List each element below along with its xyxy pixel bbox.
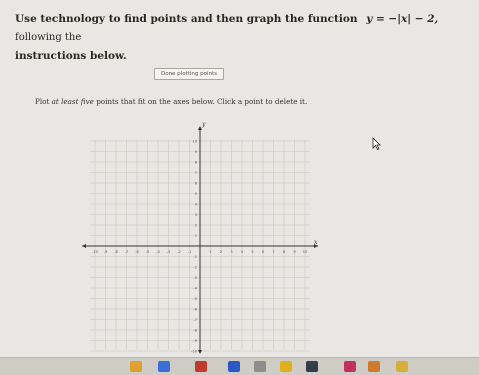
x-tick-label: -10 bbox=[92, 250, 98, 254]
y-tick-label: 4 bbox=[194, 202, 197, 207]
app-icon-gray[interactable] bbox=[254, 361, 266, 372]
instruction-tail: following the bbox=[15, 32, 82, 43]
y-tick-label: 5 bbox=[194, 191, 197, 196]
x-tick-label: 3 bbox=[230, 250, 233, 254]
x-tick-label: 6 bbox=[261, 250, 265, 254]
function-formula: y = −|x| − 2, bbox=[366, 13, 439, 25]
instruction-lead: Use technology to find points and then graph the function bbox=[15, 13, 358, 25]
plot-instruction-suffix: points that fit on the axes below. Click a point to delete it. bbox=[93, 97, 308, 106]
plot-instruction bbox=[35, 97, 307, 106]
x-axis-arrow-left bbox=[82, 244, 86, 248]
x-tick-label: 8 bbox=[282, 250, 286, 254]
instruction-line2: instructions below. bbox=[15, 50, 127, 62]
x-tick-label: -8 bbox=[114, 250, 118, 254]
x-tick-label: -5 bbox=[145, 250, 150, 254]
x-tick-label: 7 bbox=[272, 250, 275, 254]
x-tick-label: -3 bbox=[166, 250, 171, 254]
question-instruction bbox=[15, 10, 465, 65]
y-tick-label: -9 bbox=[193, 338, 197, 343]
x-tick-label: -4 bbox=[156, 250, 160, 254]
x-tick-label: -9 bbox=[103, 250, 108, 254]
x-axis-label: x bbox=[314, 239, 318, 246]
app-icon-red[interactable] bbox=[195, 361, 207, 372]
x-tick-label: 9 bbox=[293, 250, 296, 254]
y-tick-label: -5 bbox=[193, 296, 197, 301]
file-explorer-icon[interactable] bbox=[130, 361, 142, 372]
y-tick-label: 7 bbox=[194, 170, 197, 175]
app-icon-magenta[interactable] bbox=[344, 361, 356, 372]
app-icon-dark[interactable] bbox=[306, 361, 318, 372]
x-tick-label: 2 bbox=[219, 250, 223, 254]
y-tick-label: 9 bbox=[194, 149, 197, 154]
app-icon-blue[interactable] bbox=[228, 361, 240, 372]
y-tick-label: 10 bbox=[192, 139, 197, 144]
mouse-cursor bbox=[372, 137, 381, 150]
y-tick-label: -4 bbox=[193, 286, 197, 291]
y-tick-label: 6 bbox=[194, 181, 197, 186]
done-plotting-button[interactable]: Done plotting points bbox=[154, 68, 224, 80]
y-tick-label: 3 bbox=[194, 212, 197, 217]
app-icon-orange[interactable] bbox=[368, 361, 380, 372]
y-tick-label: 2 bbox=[194, 223, 197, 228]
y-tick-label: 8 bbox=[194, 160, 197, 165]
taskbar bbox=[0, 357, 479, 375]
x-tick-label: -2 bbox=[177, 250, 181, 254]
chrome-icon[interactable] bbox=[280, 361, 292, 372]
y-tick-label: -6 bbox=[193, 307, 197, 312]
x-tick-label: 1 bbox=[209, 250, 212, 254]
x-tick-label: 5 bbox=[251, 250, 254, 254]
y-tick-label: -2 bbox=[193, 265, 197, 270]
coordinate-plane[interactable] bbox=[80, 118, 320, 354]
y-tick-label: -8 bbox=[193, 328, 197, 333]
y-tick-label: -1 bbox=[193, 254, 197, 259]
app-icon-yellow[interactable] bbox=[396, 361, 408, 372]
x-tick-label: -1 bbox=[187, 250, 192, 254]
y-tick-label: -10 bbox=[191, 349, 197, 354]
store-icon[interactable] bbox=[158, 361, 170, 372]
y-tick-label: -7 bbox=[193, 317, 197, 322]
y-tick-label: 1 bbox=[194, 233, 197, 238]
x-tick-label: -6 bbox=[135, 250, 139, 254]
plot-instruction-prefix: Plot bbox=[35, 97, 52, 106]
plot-instruction-emphasis: at least five bbox=[51, 97, 94, 106]
x-tick-label: 10 bbox=[302, 250, 308, 254]
y-tick-label: -3 bbox=[193, 275, 197, 280]
y-axis-arrow-down bbox=[198, 350, 202, 354]
x-tick-label: 4 bbox=[240, 250, 244, 254]
y-axis-label: y bbox=[202, 121, 206, 128]
x-tick-label: -7 bbox=[124, 250, 129, 254]
